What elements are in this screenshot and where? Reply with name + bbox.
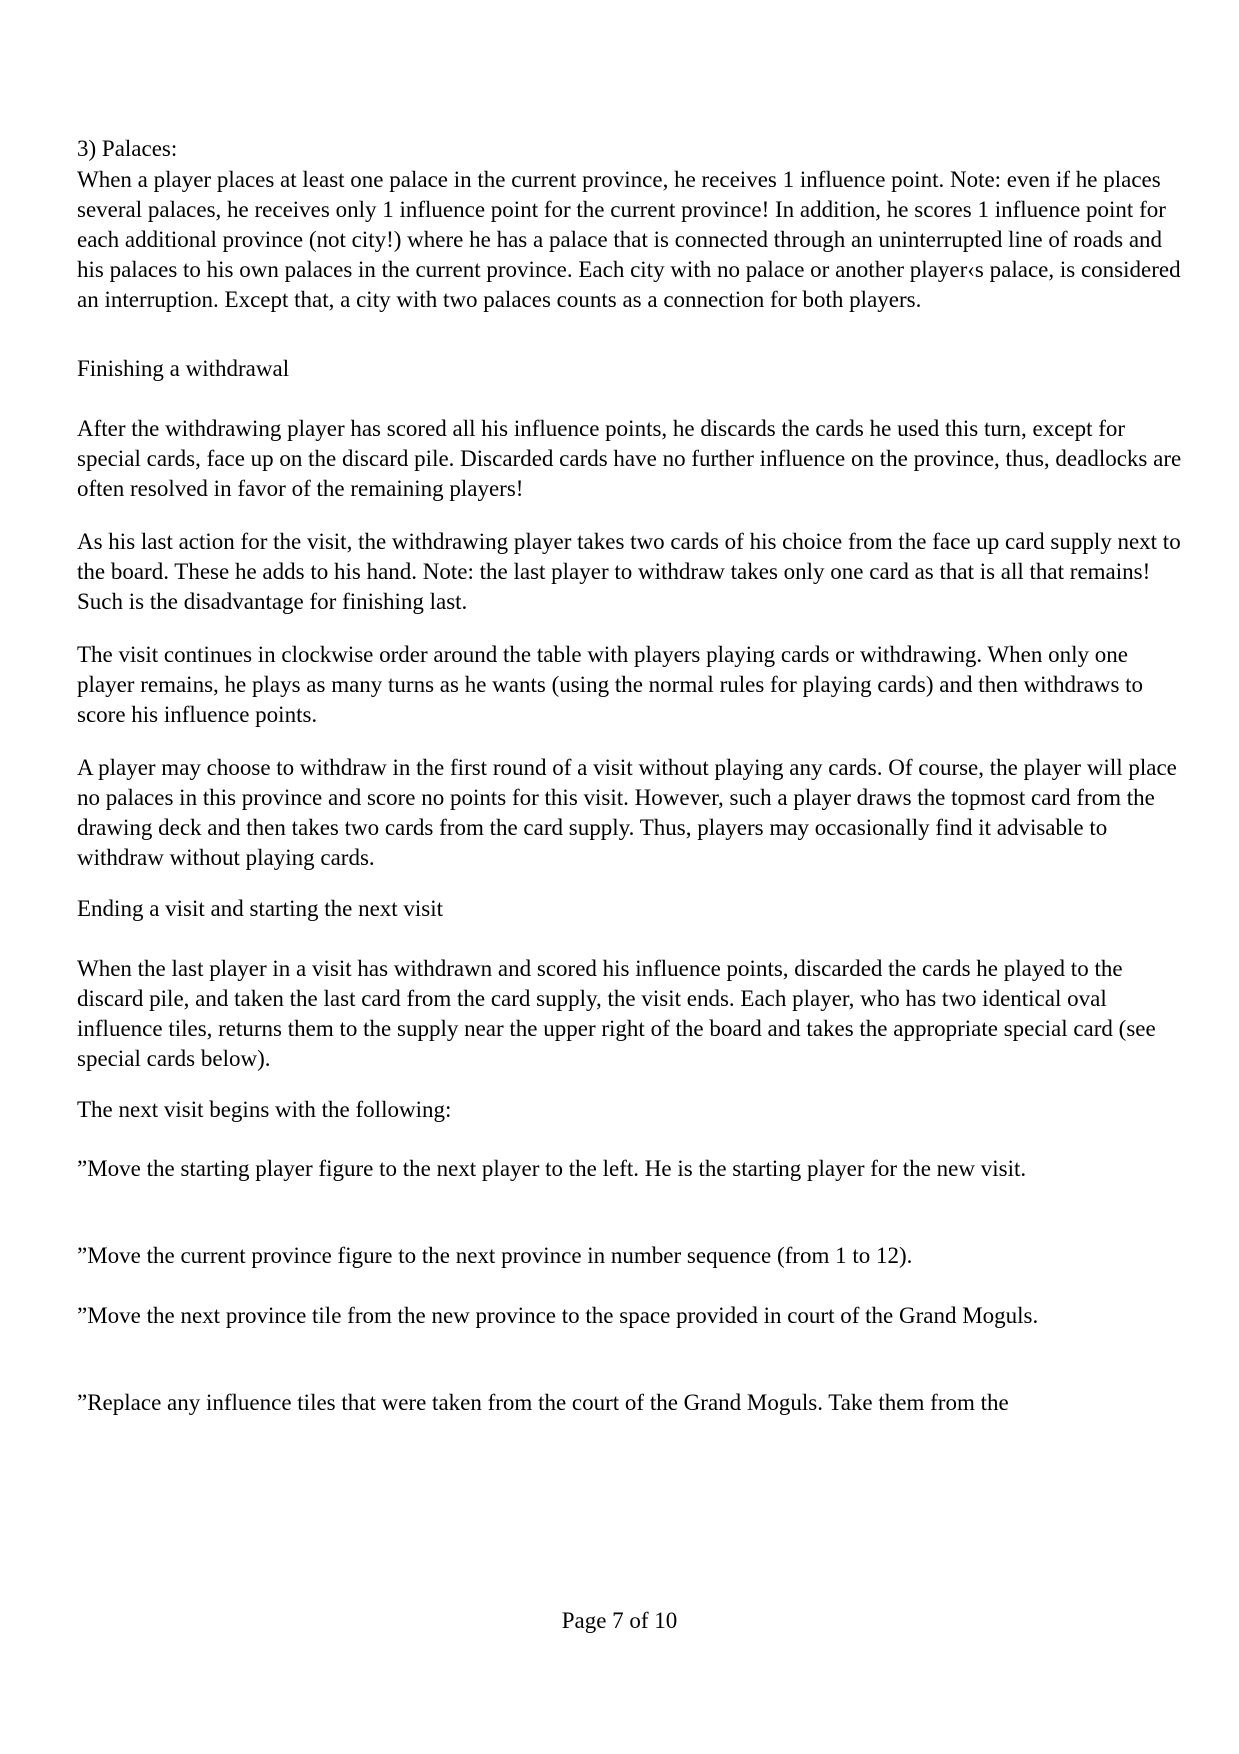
section-heading-palaces: 3) Palaces: [77,136,178,161]
paragraph-palaces: When a player places at least one palace in the current province, he receives 1 influence point. Note: even if he places several palaces, he receives only 1 influence point for the current province! In addition, he scores 1 influence point for each additional province (not city!) where he has a palace that is connected through an uninterrupted line of roads and his palaces to his own palaces in the current province. Each city with no palace or another player‹s palace, is considered an interruption. Except that, a city with two palaces counts as a connection for both players. [77,167,1181,312]
list-item-current-province: ”Move the current province figure to the next province in number sequence (from 1 to 12). [77,1243,913,1268]
paragraph-after-withdrawing: After the withdrawing player has scored all his influence points, he discards the cards he used this turn, except for special cards, face up on the discard pile. Discarded cards have no further influence on the province, thus, deadlocks are often resolved in favor of the remaining players! [77,416,1182,501]
list-item-replace-influence: ”Replace any influence tiles that were taken from the court of the Grand Moguls. Take them from the [77,1390,1009,1415]
heading-ending-visit: Ending a visit and starting the next visit [77,896,444,921]
list-item-starting-player: ”Move the starting player figure to the next player to the left. He is the starting player for the new visit. [77,1156,1027,1181]
paragraph-last-action: As his last action for the visit, the withdrawing player takes two cards of his choice from the face up card supply next to the board. These he adds to his hand. Note: the last player to withdraw takes only one card as that is all that remains! Such is the disadvantage for finishing last. [77,529,1181,614]
page-number: Page 7 of 10 [561,1608,678,1633]
paragraph-next-visit: The next visit begins with the following: [77,1097,452,1122]
heading-finishing-withdrawal: Finishing a withdrawal [77,356,290,381]
paragraph-ending-visit: When the last player in a visit has withdrawn and scored his influence points, discarded the cards he played to the discard pile, and taken the last card from the card supply, the visit ends. Each player, who has two identical oval influence tiles, returns them to the supply near the upper right of the board and takes the appropriate special card (see special cards below). [77,956,1156,1071]
paragraph-first-round: A player may choose to withdraw in the first round of a visit without playing any cards. Of course, the player will place no palaces in this province and score no points for this visit. However, such a player draws the topmost card from the drawing deck and then takes two cards from the card supply. Thus, players may occasionally find it advisable to withdraw without playing cards. [77,755,1177,870]
list-item-next-province-tile: ”Move the next province tile from the new province to the space provided in court of the Grand Moguls. [77,1303,1039,1328]
paragraph-visit-continues: The visit continues in clockwise order around the table with players playing cards or withdrawing. When only one player remains, he plays as many turns as he wants (using the normal rules for playing cards) and then withdraws to score his influence points. [77,642,1144,727]
